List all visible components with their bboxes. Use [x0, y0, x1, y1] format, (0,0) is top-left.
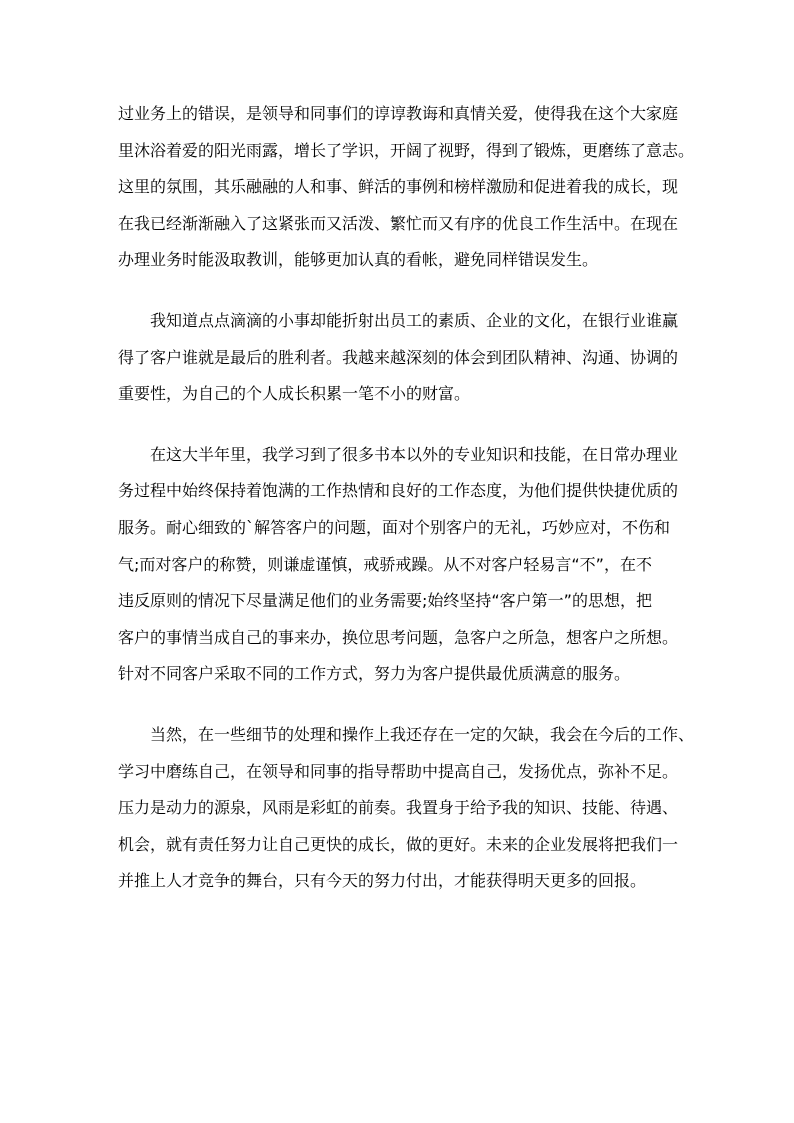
- paragraph-4: [118, 717, 695, 900]
- text-line: 学习中磨练自己，在领导和同事的指导帮助中提高自己，发扬优点，弥补不足。: [118, 761, 679, 781]
- text-line: 客户的事情当成自己的事来办，换位思考问题，急客户之所急，想客户之所想。: [118, 627, 679, 647]
- text-line: 当然，在一些细节的处理和操作上我还存在一定的欠缺，我会在今后的工作、: [118, 724, 695, 744]
- text-line: 在我已经渐渐融入了这紧张而又活泼、繁忙而又有序的优良工作生活中。在现在: [118, 213, 679, 233]
- text-line: 务过程中始终保持着饱满的工作热情和良好的工作态度，为他们提供快捷优质的: [118, 481, 679, 501]
- paragraph-2: [118, 303, 678, 413]
- text-line: 我知道点点滴滴的小事却能折射出员工的素质、企业的文化，在银行业谁赢: [118, 310, 679, 330]
- text-line: 办理业务时能汲取教训，能够更加认真的看帐，避免同样错误发生。: [118, 250, 599, 270]
- paragraph-gap: [118, 693, 678, 717]
- text-line: 在这大半年里，我学习到了很多书本以外的专业知识和技能，在日常办理业: [118, 444, 679, 464]
- text-line: 过业务上的错误，是领导和同事们的谆谆教诲和真情关爱，使得我在这个大家庭: [118, 104, 679, 123]
- paragraph-gap: [118, 413, 678, 437]
- text-line: 违反原则的情况下尽量满足他们的业务需要;始终坚持“客户第一”的思想，把: [118, 591, 652, 611]
- text-line: 得了客户谁就是最后的胜利者。我越来越深刻的体会到团队精神、沟通、协调的: [118, 347, 679, 367]
- paragraph-gap: [118, 279, 678, 303]
- text-line: 压力是动力的源泉，风雨是彩虹的前奏。我置身于给予我的知识、技能、待遇、: [118, 798, 679, 818]
- text-line: 针对不同客户采取不同的工作方式，努力为客户提供最优质满意的服务。: [118, 664, 631, 684]
- text-line: 机会，就有责任努力让自己更快的成长，做的更好。未来的企业发展将把我们一: [118, 834, 679, 854]
- paragraph-3: [118, 437, 678, 693]
- paragraph-1: [118, 96, 695, 279]
- text-line: 这里的氛围，其乐融融的人和事、鲜活的事例和榜样激励和促进着我的成长，现: [118, 177, 679, 197]
- document-body: [118, 96, 695, 900]
- text-line: 里沐浴着爱的阳光雨露，增长了学识，开阔了视野，得到了锻炼，更磨练了意志。: [118, 140, 695, 160]
- text-line: 并推上人才竞争的舞台，只有今天的努力付出，才能获得明天更多的回报。: [118, 871, 647, 891]
- text-line: 服务。耐心细致的`解答客户的问题，面对个别客户的无礼，巧妙应对，不伤和: [118, 517, 671, 537]
- text-line: 重要性，为自己的个人成长积累一笔不小的财富。: [118, 384, 471, 404]
- text-line: 气;而对客户的称赞，则谦虚谨慎，戒骄戒躁。从不对客户轻易言“不”，在不: [118, 554, 652, 574]
